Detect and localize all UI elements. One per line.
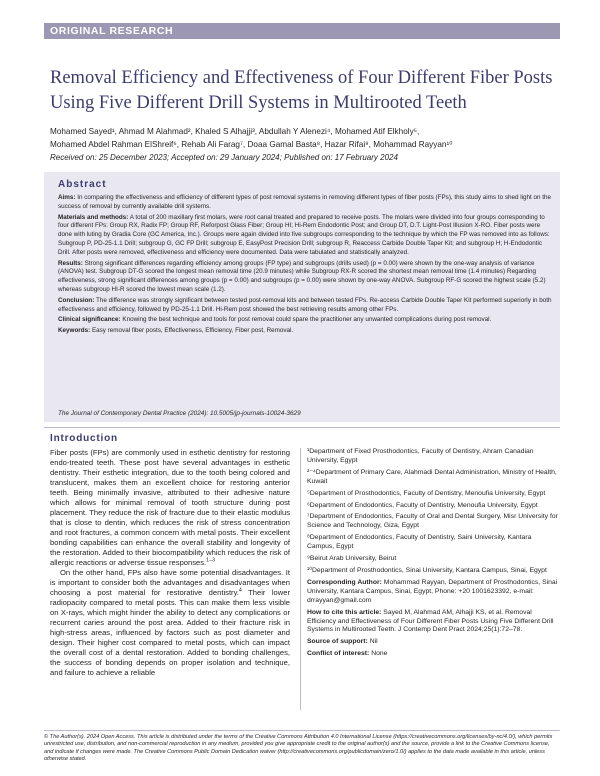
intro-paragraph-1: Fiber posts (FPs) are commonly used in esthetic dentistry for restoring endo-treated teeth. These post have several advantages in esthetic dentistry. Their esthetic integration, due to the tooth being colored and translucent, makes them an excellent choice for restoring anterior teeth. Being minimally invasive, attributed to their adhesive nature which allows for minimal removal of tooth structure during post placement. They reduce the risk of fracture due to their elastic modulus that is close to dentin, which reduces the risk of stress concentration and root fractures, a common concern with metal posts. Their excellent bonding capabilities can enhance the overall stability and longevity of the restoration. Added to their biocompatibility which reduces the risk of allergic reactions or adverse tissue responses.$^{1-3}$ bbox=[50, 448, 290, 567]
authors-line-1: Mohamed Sayed¹, Ahmad M Alahmad², Khaled S Alhajji³, Abdullah Y Alenezi⁴, Mohamed Atif Elkholy⁵, bbox=[50, 127, 420, 136]
introduction-heading: Introduction bbox=[50, 433, 118, 444]
affiliation: ⁵Department of Prosthodontics, Faculty of Dentistry, Menoufia University, Egypt bbox=[307, 489, 546, 497]
affiliation: ²⁻⁴Department of Primary Care, Alahmadi Dental Administration, Ministry of Health, Kuwait bbox=[307, 468, 557, 485]
intro-paragraph-2: On the other hand, FPs also have some potential disadvantages. It is important to consider both the advantages and disadvantages when choosing a post material for restorative dentistry.$^4$ Their lower radiopacity compared to metal posts. This can make them less visible on X-rays, which might hinder the ability to detect any complications or recurrent caries around the post area. Added to their fracture risk in high-stress areas, influenced by factors such as post diameter and design. Their higher cost compared to metal posts, which can impact the overall cost of a dental restoration. Added to bonding challenges, the success of bonding depends on proper isolation and technique, and failure to achieve a reliable bbox=[50, 568, 290, 677]
footer-divider bbox=[44, 730, 560, 731]
abstract-conclusion: Conclusion: The difference was strongly significant between tested post-removal kits and between tested FPs. Re-access Carbide Double Taper Kit performed superiorly in both effectiveness and efficiency, followed by PD-25-1.1 Drill. Hi-Rem post showed the best retrieving results among other FPs. bbox=[58, 296, 552, 313]
author-list bbox=[50, 125, 570, 151]
authors-line-2: Mohamed Abdel Rahman ElShreif⁶, Rehab Ali Farag⁷, Doaa Gamal Basta⁸, Hazar Rifai⁹, Mohammad Rayyan¹⁰ bbox=[50, 140, 453, 149]
article-type-banner: ORIGINAL RESEARCH bbox=[44, 23, 560, 39]
affiliation: ⁹Beirut Arab University, Beirut bbox=[307, 555, 397, 563]
publication-dates: Received on: 25 December 2023; Accepted on: 29 January 2024; Published on: 17 February 2024 bbox=[50, 153, 398, 162]
journal-citation: The Journal of Contemporary Dental Practice (2024): 10.5005/jp-journals-10024-3629 bbox=[58, 410, 301, 417]
section-divider bbox=[44, 427, 560, 428]
introduction-text bbox=[50, 448, 290, 678]
affiliation: ¹Department of Fixed Prosthodontics, Faculty of Dentistry, Ahram Canadian University, Egypt bbox=[307, 448, 534, 464]
affiliations-column bbox=[307, 448, 560, 662]
affiliation: ⁶Department of Endodontics, Faculty of Dentistry, Menoufia University, Egypt bbox=[307, 501, 538, 509]
affiliation: ⁷Department of Endodontics, Faculty of Oral and Dental Surgery, Misr University for Science and Technology, Giza, Egypt bbox=[307, 513, 558, 530]
article-title: Removal Efficiency and Effectiveness of Four Different Fiber Posts Using Five Different Drill Systems in Multirooted Teeth bbox=[50, 68, 553, 113]
source-of-support: Source of support: Nil bbox=[307, 638, 378, 646]
abstract-clinical: Clinical significance: Knowing the best technique and tools for post removal could spare the practitioner any unwanted complications during post removal. bbox=[58, 316, 492, 324]
abstract-keywords: Keywords: Easy removal fiber posts, Effectiveness, Efficiency, Fiber post, Removal. bbox=[58, 327, 294, 335]
abstract-aims: Aims: In comparing the effectiveness and efficiency of different types of post removal systems in removing different types of fiber posts (FPs), this study aims to shed light on the success of removal by currently available drill systems. bbox=[58, 194, 552, 210]
abstract-body bbox=[58, 194, 552, 338]
reference-link[interactable]: 4 bbox=[238, 587, 242, 594]
column-divider bbox=[300, 448, 301, 710]
license-footer: © The Author(s). 2024 Open Access. This article is distributed under the terms of the Creative Commons Attribution 4.0 International License (https://creativecommons.org/licenses/by-nc/4.0/), which permits unrestricted use, distribution, and non-commercial reproduction in any medium, provided you give appropriate credit to the original author(s) and the source, provide a link to the Creative Commons license, and indicate if changes were made. The Creative Commons Public Domain Dedication waiver (http://creativecommons.org/publicdomain/zero/1.0/) applies to the data made available in this article, unless otherwise stated. bbox=[44, 734, 553, 762]
how-to-cite: How to cite this article: Sayed M, Alahmad AM, Alhajji KS, et al. Removal Efficiency and Effectiveness of Four Different Fiber Posts Using Five Different Drill Systems in Multirooted Teeth. J Contemp Dent Pract 2024;25(1):72–78. bbox=[307, 608, 554, 634]
affiliation: ⁸Department of Endodontics, Faculty of Dentistry, Saini University, Kantara Campus, Egypt bbox=[307, 534, 532, 551]
abstract-methods: Materials and methods: A total of 200 maxillary first molars, were root canal treated and prepared to receive posts. The molars were divided into four groups corresponding to four different FPs: Group RX, Radix FP; Group RF, Reforpost Glass Fiber; Group HI; Hi-Rem Endodontic Post; and Group DT, D.T. Light-Post Illusion X-RO. Fiber posts were done with luting by Gradia Core (GC America, Inc.). Groups were again divided into five subgroups corresponding to the technique by which the FP was removed into as follows: Subgroup P, PD-25-1.1 Drill; subgroup G, GC FP Drill; subgroup E, EasyPost Precision Drill; subgroup R, Reaccess Carbide Double Taper Kit; and subgroup H; H-Endodontic Drill. After posts were removed, effectiveness and efficiency were documented. Data were tabulated and statistically analyzed. bbox=[58, 213, 550, 256]
corresponding-author: Corresponding Author: Mohammad Rayyan, Department of Prosthodontics, Sinai University, Kantara Campus, Sinai, Egypt, Phone: +20 1001623392, e-mail: drrayyan@gmail.com bbox=[307, 578, 558, 604]
reference-link[interactable]: 1–3 bbox=[206, 557, 216, 564]
affiliation: ¹⁰Department of Prosthodontics, Sinai University, Kantara Campus, Sinai, Egypt bbox=[307, 566, 547, 574]
conflict-of-interest: Conflict of interest: None bbox=[307, 650, 388, 658]
abstract-results: Results: Strong significant differences regarding efficiency among groups (FP type) and subgroups (drills used) (p = 0.00) were shown by the one-way analysis of variance (ANOVA) test. Subgroup DT-G scored the longest mean removal time (20.9 minutes) while Subgroup RX-R scored the shortest mean removal time (1.4 minutes) Regarding effectiveness, strong significant differences among groups (p = 0.00) and subgroups (p = 0.00) were shown by one-way ANOVA. Subgroup RF-G scored the highest scale (5.2) whereas subgroup HI-R scored the lowest mean scale (1.2). bbox=[58, 259, 546, 293]
abstract-heading: Abstract bbox=[58, 179, 107, 190]
